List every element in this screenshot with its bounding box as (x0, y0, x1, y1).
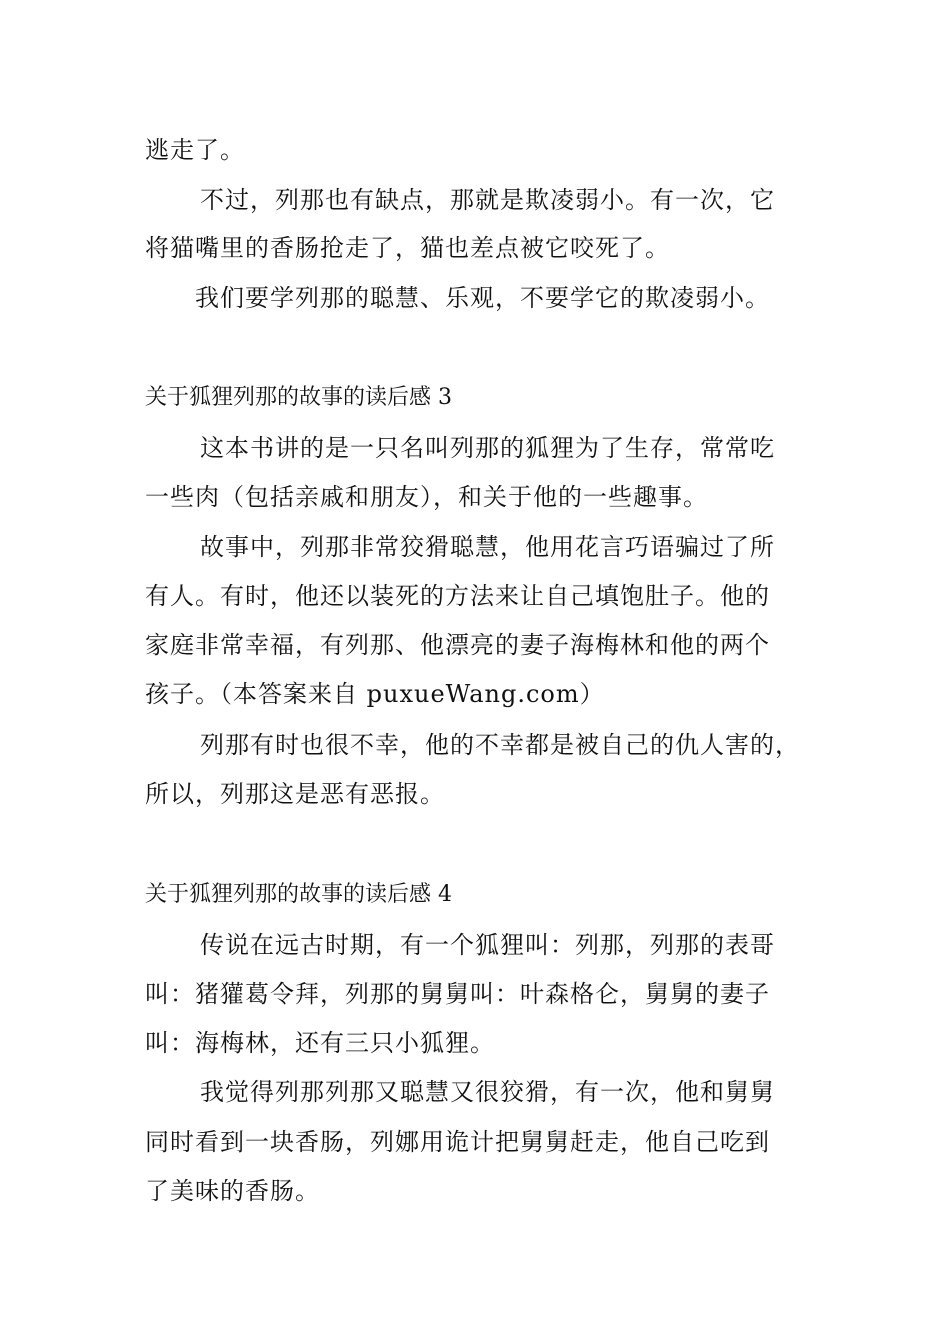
paragraph-line: 所以，列那这是恶有恶报。 (145, 780, 445, 808)
paragraph-line: 列那有时也很不幸，他的不幸都是被自己的仇人害的， (200, 731, 800, 759)
paragraph-line: 叫：海梅林，还有三只小狐狸。 (145, 1029, 495, 1057)
paragraph-line: 这本书讲的是一只名叫列那的狐狸为了生存，常常吃 (200, 434, 775, 462)
paragraph-line: 将猫嘴里的香肠抢走了，猫也差点被它咬死了。 (145, 234, 670, 262)
paragraph-line: 叫：猪獾葛令拜，列那的舅舅叫：叶森格仑，舅舅的妻子 (145, 980, 770, 1008)
paragraph-line: 故事中，列那非常狡猾聪慧，他用花言巧语骗过了所 (200, 533, 775, 561)
paragraph-line: 我们要学列那的聪慧、乐观，不要学它的欺凌弱小。 (195, 284, 770, 312)
paragraph-line: 我觉得列那列那又聪慧又很狡猾，有一次，他和舅舅 (200, 1078, 775, 1106)
paragraph-line: 传说在远古时期，有一个狐狸叫：列那，列那的表哥 (200, 931, 775, 959)
section-heading: 关于狐狸列那的故事的读后感 4 (145, 882, 452, 907)
section-heading: 关于狐狸列那的故事的读后感 3 (145, 385, 452, 410)
paragraph-line: 孩子。（本答案来自 puxueWang.com） (145, 680, 605, 708)
paragraph-line: 家庭非常幸福，有列那、他漂亮的妻子海梅林和他的两个 (145, 631, 770, 659)
paragraph-line: 逃走了。 (145, 136, 245, 164)
paragraph-line: 有人。有时，他还以装死的方法来让自己填饱肚子。他的 (145, 582, 770, 610)
paragraph-line: 同时看到一块香肠，列娜用诡计把舅舅赶走，他自己吃到 (145, 1128, 770, 1156)
paragraph-line: 了美味的香肠。 (145, 1177, 320, 1205)
paragraph-line: 不过，列那也有缺点，那就是欺凌弱小。有一次，它 (200, 186, 775, 214)
paragraph-line: 一些肉（包括亲戚和朋友），和关于他的一些趣事。 (145, 483, 708, 511)
